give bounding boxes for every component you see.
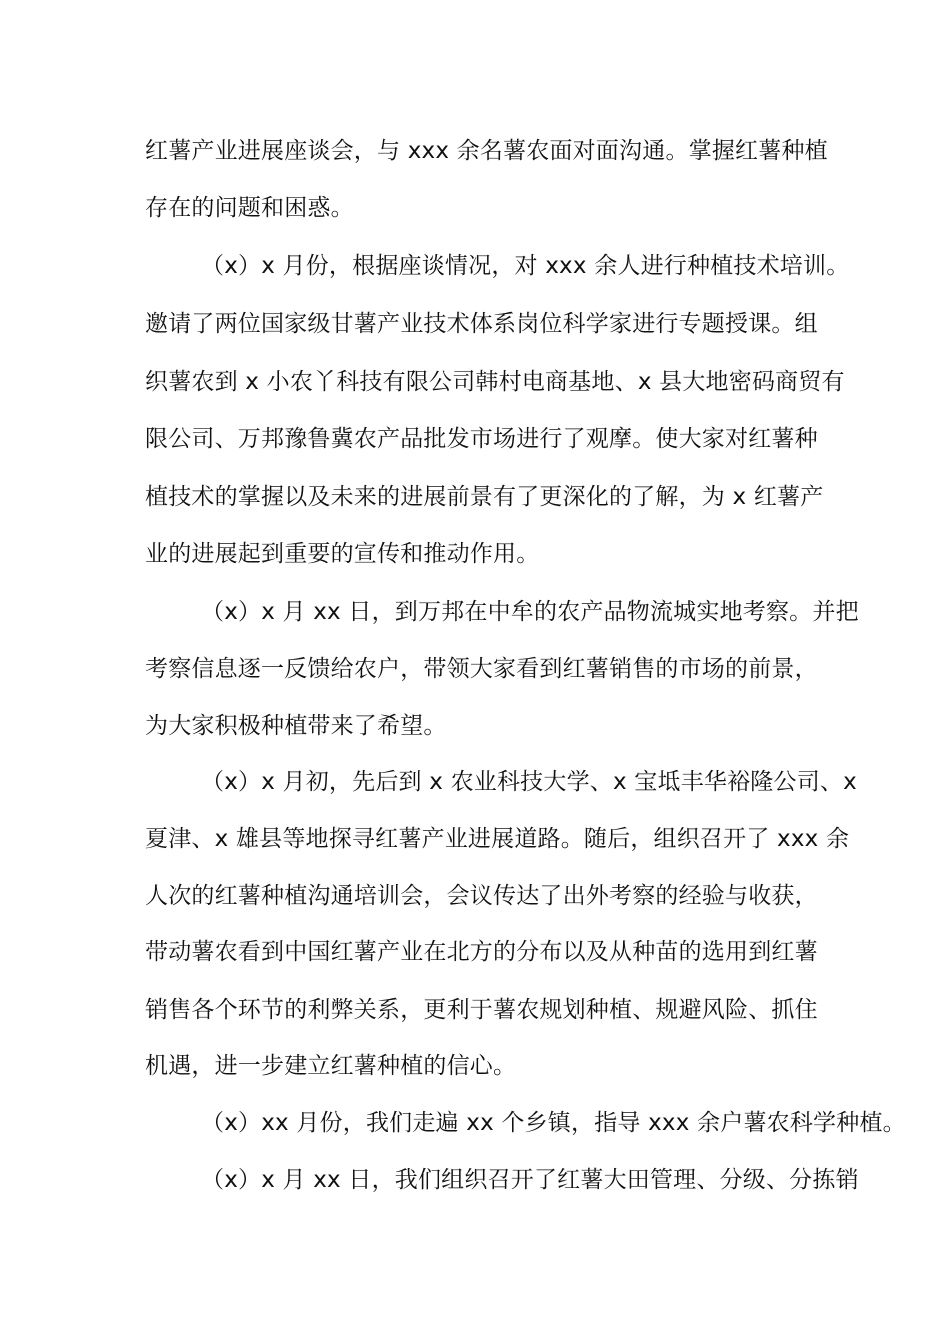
text-line: （x）x 月份，根据座谈情况，对 xxx 余人进行种植技术培训。 (201, 253, 850, 279)
text-line: 业的进展起到重要的宣传和推动作用。 (145, 541, 540, 567)
text-line: 限公司、万邦豫鲁冀农产品批发市场进行了观摩。使大家对红薯种 (145, 426, 818, 452)
text-line: （x）x 月 xx 日，到万邦在中牟的农产品物流城实地考察。并把 (201, 599, 859, 625)
text-line: 夏津、x 雄县等地探寻红薯产业进展道路。随后，组织召开了 xxx 余 (145, 826, 850, 852)
text-line: 邀请了两位国家级甘薯产业技术体系岗位科学家进行专题授课。组 (145, 311, 818, 337)
text-line: 人次的红薯种植沟通培训会，会议传达了出外考察的经验与收获， (145, 883, 818, 909)
text-line: 织薯农到 x 小农丫科技有限公司韩村电商基地、x 县大地密码商贸有 (145, 369, 845, 395)
text-line: 销售各个环节的利弊关系，更利于薯农规划种植、规避风险、抓住 (145, 997, 818, 1023)
text-line: 考察信息逐一反馈给农户，带领大家看到红薯销售的市场的前景， (145, 656, 818, 682)
text-line: 植技术的掌握以及未来的进展前景有了更深化的了解，为 x 红薯产 (145, 484, 824, 510)
text-line: 红薯产业进展座谈会，与 xxx 余名薯农面对面沟通。掌握红薯种植 (145, 138, 828, 164)
text-line: 为大家积极种植带来了希望。 (145, 713, 447, 739)
text-line: 机遇，进一步建立红薯种植的信心。 (145, 1053, 517, 1079)
text-line: 带动薯农看到中国红薯产业在北方的分布以及从种苗的选用到红薯 (145, 939, 818, 965)
text-line: （x）x 月初，先后到 x 农业科技大学、x 宝坻丰华裕隆公司、x (201, 769, 857, 795)
text-line: （x）x 月 xx 日，我们组织召开了红薯大田管理、分级、分拣销 (201, 1167, 859, 1193)
text-line: 存在的问题和困惑。 (145, 195, 354, 221)
text-line: （x）xx 月份，我们走遍 xx 个乡镇，指导 xxx 余户薯农科学种植。 (201, 1110, 906, 1136)
